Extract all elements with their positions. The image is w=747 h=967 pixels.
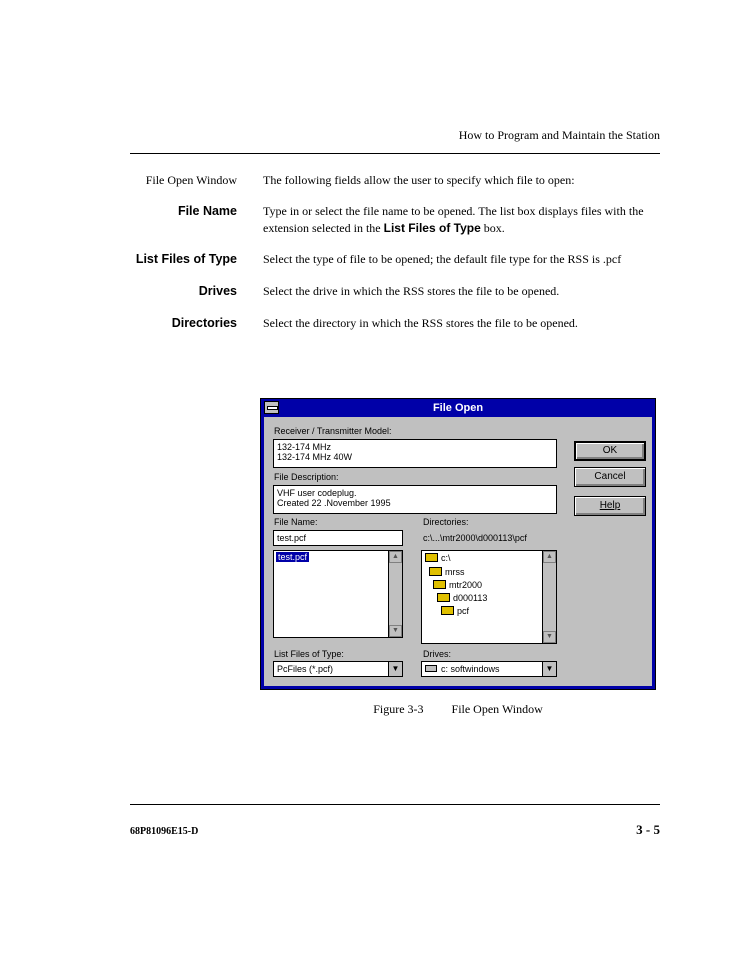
folder-open-icon bbox=[441, 606, 454, 615]
dir-label: d000113 bbox=[453, 593, 488, 603]
field-text-directories: Select the directory in which the RSS stores the file to be opened. bbox=[263, 316, 578, 330]
dir-label: mrss bbox=[445, 567, 465, 577]
field-text-part: box. bbox=[480, 221, 505, 235]
type-label: List Files of Type: bbox=[274, 649, 344, 659]
dir-item[interactable] bbox=[429, 567, 465, 578]
field-text-drives: Select the drive in which the RSS stores the file to be opened. bbox=[263, 284, 560, 298]
help-button[interactable] bbox=[574, 496, 646, 516]
field-text-file-name bbox=[263, 203, 660, 237]
file-open-dialog bbox=[260, 398, 656, 690]
dialog-title: File Open bbox=[432, 402, 484, 414]
field-text-bold: List Files of Type bbox=[383, 221, 481, 235]
folder-open-icon bbox=[429, 567, 442, 576]
dialog-titlebar bbox=[261, 399, 655, 417]
figure-number: Figure 3-3 bbox=[373, 702, 424, 716]
scroll-up-icon[interactable]: ▲ bbox=[543, 551, 556, 563]
bottom-rule bbox=[130, 804, 660, 805]
scroll-down-icon[interactable]: ▼ bbox=[389, 625, 402, 637]
dir-label: mtr2000 bbox=[449, 580, 483, 590]
desc-line: VHF user codeplug. bbox=[277, 488, 357, 498]
intro-label: File Open Window bbox=[145, 173, 237, 187]
model-box[interactable] bbox=[273, 439, 557, 468]
desc-label: File Description: bbox=[274, 472, 339, 482]
file-type-select[interactable] bbox=[273, 661, 403, 677]
folder-open-icon bbox=[425, 553, 438, 562]
file-list-scrollbar[interactable] bbox=[388, 551, 402, 637]
folder-open-icon bbox=[433, 580, 446, 589]
folder-open-icon bbox=[437, 593, 450, 602]
dir-item[interactable] bbox=[425, 553, 451, 564]
file-list[interactable] bbox=[273, 550, 403, 638]
field-label-directories: Directories bbox=[171, 316, 237, 330]
dir-item[interactable] bbox=[437, 593, 487, 604]
cancel-button[interactable]: Cancel bbox=[574, 467, 646, 487]
directories-path: c:\...\mtr2000\d000113\pcf bbox=[423, 533, 527, 543]
drive-select[interactable] bbox=[421, 661, 557, 677]
figure-title: File Open Window bbox=[451, 702, 543, 716]
intro-text: The following fields allow the user to specify which file to open: bbox=[263, 173, 575, 187]
ok-button[interactable]: OK bbox=[574, 441, 646, 461]
document-id: 68P81096E15-D bbox=[130, 826, 199, 837]
drives-label: Drives: bbox=[423, 649, 452, 659]
dropdown-arrow-icon[interactable]: ▼ bbox=[388, 662, 402, 676]
file-list-item[interactable]: test.pcf bbox=[278, 552, 308, 562]
drive-value: c: softwindows bbox=[441, 664, 500, 674]
description-box[interactable] bbox=[273, 485, 557, 514]
filename-input[interactable]: test.pcf bbox=[273, 530, 403, 546]
directories-label: Directories: bbox=[423, 517, 469, 527]
page-number: 3 - 5 bbox=[636, 822, 660, 837]
scroll-up-icon[interactable]: ▲ bbox=[389, 551, 402, 563]
directory-scrollbar[interactable] bbox=[542, 551, 556, 643]
model-line: 132-174 MHz 40W bbox=[277, 452, 353, 462]
top-rule bbox=[130, 153, 660, 154]
field-label-drives: Drives bbox=[198, 284, 237, 298]
dir-label: pcf bbox=[457, 606, 470, 616]
directory-tree[interactable] bbox=[421, 550, 557, 644]
filename-label: File Name: bbox=[274, 517, 318, 527]
model-line: 132-174 MHz bbox=[277, 442, 332, 452]
dir-item[interactable] bbox=[433, 580, 482, 591]
help-label: Help bbox=[599, 500, 621, 511]
figure-caption bbox=[260, 702, 656, 717]
scroll-down-icon[interactable]: ▼ bbox=[543, 631, 556, 643]
dropdown-arrow-icon[interactable]: ▼ bbox=[542, 662, 556, 676]
model-label: Receiver / Transmitter Model: bbox=[274, 426, 392, 436]
field-text-part: Type in or select the file name to be opened. The list box displays files with the extension selected in the bbox=[263, 204, 644, 235]
system-menu-icon[interactable] bbox=[264, 401, 279, 414]
desc-line: Created 22 .November 1995 bbox=[277, 498, 391, 508]
drive-icon bbox=[425, 665, 437, 672]
field-label-list-type: List Files of Type bbox=[135, 252, 237, 266]
file-type-value: PcFiles (*.pcf) bbox=[277, 664, 334, 674]
field-text-list-type: Select the type of file to be opened; the default file type for the RSS is .pcf bbox=[263, 252, 622, 266]
dir-item[interactable] bbox=[441, 606, 469, 617]
dir-label: c:\ bbox=[441, 553, 451, 563]
running-head: How to Program and Maintain the Station bbox=[458, 128, 660, 142]
field-label-file-name: File Name bbox=[177, 204, 237, 218]
